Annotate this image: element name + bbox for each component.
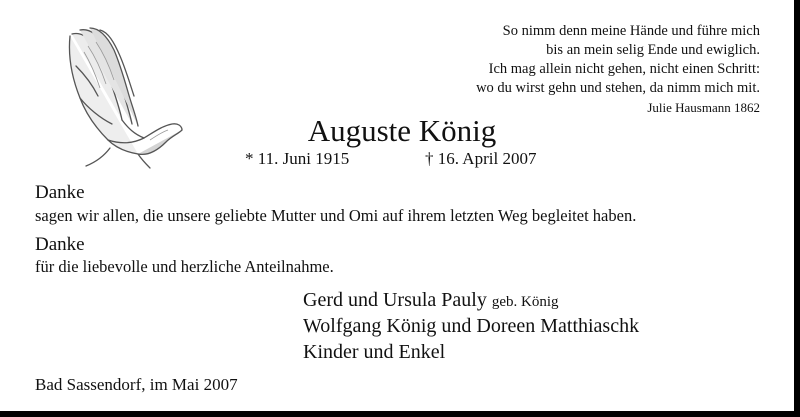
thanks-text: sagen wir allen, die unsere geliebte Mutter und Omi auf ihrem letzten Weg begleitet haben.: [35, 206, 637, 225]
deceased-name: Auguste König: [307, 113, 497, 148]
poem: [476, 22, 760, 117]
poem-line: wo du wirst gehn und stehen, da nimm mich mit.: [476, 80, 760, 96]
signature-line: [303, 287, 559, 315]
thanks-heading: Danke: [35, 234, 85, 255]
poem-line: So nimm denn meine Hände und führe mich: [502, 23, 760, 39]
maiden-name-note: geb. König: [491, 294, 559, 310]
signature-names: Gerd und Ursula Pauly: [303, 289, 487, 311]
signature-line: Kinder und Enkel: [303, 341, 446, 363]
thanks-text: für die liebevolle und herzliche Anteilnahme.: [35, 257, 334, 276]
poem-line: bis an mein selig Ende und ewiglich.: [546, 42, 760, 58]
death-date: † 16. April 2007: [425, 149, 537, 168]
poem-line: Ich mag allein nicht gehen, nicht einen Schritt:: [488, 61, 760, 77]
thanks-heading: Danke: [35, 182, 85, 203]
signature-line: Wolfgang König und Doreen Matthiaschk: [303, 315, 640, 337]
birth-date: * 11. Juni 1915: [245, 149, 350, 168]
place-date: Bad Sassendorf, im Mai 2007: [35, 375, 238, 394]
poem-author: Julie Hausmann 1862: [647, 100, 760, 115]
